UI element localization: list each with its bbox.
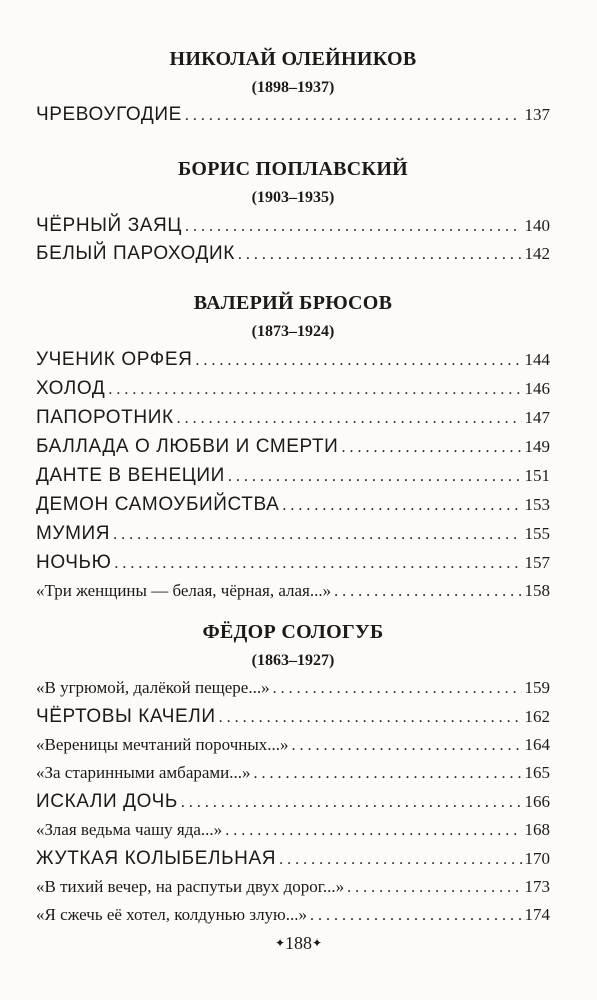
leader-dots <box>195 352 521 370</box>
toc-entry[interactable] <box>36 678 550 706</box>
entry-title: НОЧЬЮ <box>36 552 112 573</box>
leader-dots <box>185 218 521 236</box>
toc-entry[interactable] <box>36 465 550 494</box>
leader-dots <box>282 497 521 515</box>
entry-page: 159 <box>524 678 550 697</box>
toc-section-poplavsky <box>36 157 550 271</box>
entry-title: ХОЛОД <box>36 378 106 399</box>
leader-dots <box>185 107 522 125</box>
toc-entry[interactable] <box>36 349 550 378</box>
entry-title: ЧЁРТОВЫ КАЧЕЛИ <box>36 706 216 727</box>
author-name: ФЁДОР СОЛОГУБ <box>202 621 384 643</box>
entry-title: «За старинными амбарами...» <box>36 763 251 782</box>
leader-dots <box>181 794 522 812</box>
toc-entry[interactable] <box>36 905 550 933</box>
ornament-left-icon: ✦ <box>274 936 285 950</box>
entry-page: 144 <box>524 350 550 369</box>
entry-page: 170 <box>524 849 550 868</box>
entry-page: 153 <box>524 495 550 514</box>
entry-title: ЧЁРНЫЙ ЗАЯЦ <box>36 215 183 236</box>
leader-dots <box>292 737 522 755</box>
entry-title: ПАПОРОТНИК <box>36 407 174 428</box>
entry-title: ЖУТКАЯ КОЛЫБЕЛЬНАЯ <box>36 848 277 869</box>
entry-title: «Я сжечь её хотел, колдунью злую...» <box>36 905 308 924</box>
entry-page: 164 <box>524 735 550 754</box>
toc-entry[interactable] <box>36 243 550 271</box>
entry-page: 168 <box>524 820 550 839</box>
toc-entry[interactable] <box>36 581 550 610</box>
author-name: БОРИС ПОПЛАВСКИЙ <box>177 158 409 180</box>
entry-title: «В угрюмой, далёкой пещере...» <box>36 678 270 697</box>
author-years: (1898–1937) <box>251 79 335 96</box>
leader-dots <box>334 583 521 601</box>
entry-page: 137 <box>524 105 550 124</box>
leader-dots <box>254 765 522 783</box>
entry-title: ИСКАЛИ ДОЧЬ <box>36 791 178 812</box>
page-footer <box>0 933 597 954</box>
entry-page: 174 <box>524 905 550 924</box>
author-years: (1863–1927) <box>251 652 335 669</box>
entry-page: 165 <box>524 763 550 782</box>
toc-entry[interactable] <box>36 791 550 820</box>
leader-dots <box>279 851 521 869</box>
toc-entry[interactable] <box>36 104 550 132</box>
ornament-right-icon: ✦ <box>312 936 323 950</box>
entry-page: 151 <box>524 466 550 485</box>
entry-title: БАЛЛАДА О ЛЮБВИ И СМЕРТИ <box>36 436 339 457</box>
author-name: НИКОЛАЙ ОЛЕЙНИКОВ <box>169 48 417 70</box>
entry-page: 140 <box>524 216 550 235</box>
entry-page: 173 <box>524 877 550 896</box>
author-years: (1903–1935) <box>251 189 335 206</box>
entry-title: БЕЛЫЙ ПАРОХОДИК <box>36 243 235 264</box>
entry-title: ЧРЕВОУГОДИЕ <box>36 104 182 125</box>
entry-title: ДЕМОН САМОУБИЙСТВА <box>36 494 280 515</box>
toc-section-oleynikov <box>36 47 550 132</box>
leader-dots <box>238 246 522 264</box>
leader-dots <box>177 410 522 428</box>
entry-title: «Вереницы мечтаний порочных...» <box>36 735 289 754</box>
leader-dots <box>273 680 522 698</box>
toc-entry[interactable] <box>36 523 550 552</box>
entry-page: 147 <box>524 408 550 427</box>
author-years: (1873–1924) <box>251 323 335 340</box>
author-name: ВАЛЕРИЙ БРЮСОВ <box>193 292 393 314</box>
toc-entry[interactable] <box>36 436 550 465</box>
toc-entry[interactable] <box>36 820 550 848</box>
toc-entry[interactable] <box>36 552 550 581</box>
entry-page: 149 <box>524 437 550 456</box>
leader-dots <box>310 907 521 925</box>
leader-dots <box>225 822 521 840</box>
entry-page: 146 <box>524 379 550 398</box>
toc-entry[interactable] <box>36 877 550 905</box>
toc-entry[interactable] <box>36 494 550 523</box>
toc-entry[interactable] <box>36 848 550 877</box>
entry-page: 158 <box>524 581 550 600</box>
entry-page: 142 <box>524 244 550 263</box>
entry-title: «Три женщины — белая, чёрная, алая...» <box>36 581 332 600</box>
toc-entry[interactable] <box>36 407 550 436</box>
leader-dots <box>219 709 522 727</box>
leader-dots <box>228 468 522 486</box>
entry-title: «Злая ведьма чашу яда...» <box>36 820 223 839</box>
toc-section-bryusov <box>36 291 550 610</box>
page-number: 188 <box>285 933 312 953</box>
toc-entry[interactable] <box>36 215 550 243</box>
toc-entry[interactable] <box>36 706 550 735</box>
toc-entry[interactable] <box>36 735 550 763</box>
leader-dots <box>347 879 521 897</box>
leader-dots <box>108 381 521 399</box>
toc-section-sologub <box>36 620 550 933</box>
toc-entry[interactable] <box>36 763 550 791</box>
entry-page: 166 <box>524 792 550 811</box>
leader-dots <box>341 439 521 457</box>
entry-title: МУМИЯ <box>36 523 111 544</box>
entry-title: ДАНТЕ В ВЕНЕЦИИ <box>36 465 225 486</box>
leader-dots <box>113 526 521 544</box>
leader-dots <box>114 555 521 573</box>
entry-page: 155 <box>524 524 550 543</box>
entry-title: УЧЕНИК ОРФЕЯ <box>36 349 193 370</box>
entry-title: «В тихий вечер, на распутьи двух дорог...» <box>36 877 345 896</box>
toc-entry[interactable] <box>36 378 550 407</box>
entry-page: 157 <box>524 553 550 572</box>
entry-page: 162 <box>524 707 550 726</box>
